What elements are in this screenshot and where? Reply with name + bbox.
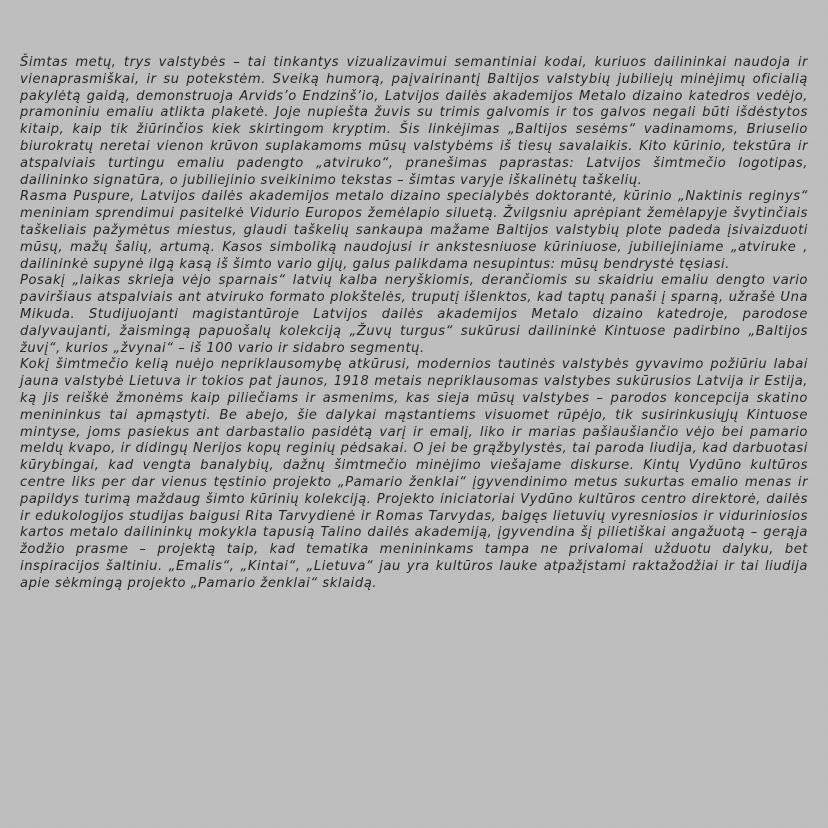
paragraph-4: Kokį šimtmečio kelią nuėjo nepriklausomybę atkūrusi, modernios tautinės valstybės gyvavimo požiūriu labai jauna valstybė Lietuva ir tokios pat jaunos, 1918 metais nepriklausomas valstybes sukūrusios Latvija ir Estija, ką jis reiškė žmonėms kaip piliečiams ir asmenims, kas sieja mūsų valstybes – parodos koncepcija skatino menininkus tai apmąstyti. Be abejo, šie dalykai mąstantiems visuomet rūpėjo, tik susirinkusiųjų Kintuose mintyse, joms pasiekus ant darbastalio pasidėtą varį ir emalį, liko ir marias pašiaušiančio vėjo bei pamario meldų kvapo, ir didingų Nerijos kopų reginių pėdsakai. O jei be grąžbylystės, tai paroda liudija, kad darbuotasi kūrybingai, kad vengta banalybių, dažnų šimtmečio minėjimo viešajame diskurse. Kintų Vydūno kultūros centre liks per dar vienus tęstinio projekto „Pamario ženklai“ įgyvendinimo metus sukurtas emalio menas ir papildys turimą maždaug šimto kūrinių kolekciją. Projekto iniciatoriai Vydūno kultūros centro direktorė, dailės ir edukologijos studijas baigusi Rita Tarvydienė ir Romas Tarvydas, baigęs lietuvių vyresniosios ir viduriniosios kartos metalo dailininkų mokykla tapusią Talino dailės akademiją, įgyvendina šį pilietiškai angažuotą – gerąja žodžio prasme – projektą taip, kad tematika menininkams tampa ne privalomai užduotu dalyku, bet inspiracijos šaltiniu. „Emalis“, „Kintai“, „Lietuva“ jau yra kultūros lauke atpažįstami raktažodžiai ir tai liudija apie sėkmingą projekto „Pamario ženklai“ sklaidą. [20, 357, 808, 591]
paragraph-1: Šimtas metų, trys valstybės – tai tinkantys vizualizavimui semantiniai kodai, kuriuos dailininkai naudoja ir vienaprasmiškai, ir su potekstėm. Sveiką humorą, paįvairinantį Baltijos valstybių jubiliejų minėjimų oficialią pakylėtą gaidą, demonstruoja Arvids’o Endzinš’io, Latvijos dailės akademijos Metalo dizaino katedros vedėjo, pramoniniu emaliu atlikta plaketė. Joje nupiešta žuvis su trimis galvomis ir tos galvos negali būti išdėstytos kitaip, kaip tik žiūrinčios kiek skirtingom kryptim. Šis linkėjimas „Baltijos sesėms“ vadinamoms, Briuselio biurokratų neretai vienon krūvon suplakamoms mūsų valstybėms iš tiesų savalaikis. Kito kūrinio, tekstūra ir atspalviais turtingu emaliu padengto „atviruko“, pranešimas paprastas: Latvijos šimtmečio logotipas, dailininko signatūra, o jubiliejinio sveikinimo tekstas – šimtas varyje iškalinėtų taškelių. [20, 55, 808, 188]
paragraph-3: Posakį „laikas skrieja vėjo sparnais“ latvių kalba neryškiomis, derančiomis su skaidriu emaliu dengto vario paviršiaus atspalviais ant atviruko formato plokštelės, truputį išlenktos, kad taptų panaši į sparną, užrašė Una Mikuda. Studijuojanti magistantūroje Latvijos dailės akademijos Metalo dizaino katedroje, parodose dalyvaujanti, žaismingą papuošalų kolekciją „Žuvų turgus“ sukūrusi dailininkė Kintuose padirbino „Baltijos žuvį“, kurios „žvynai“ – iš 100 vario ir sidabro segmentų. [20, 273, 808, 356]
paragraph-2: Rasma Puspure, Latvijos dailės akademijos metalo dizaino specialybės doktorantė, kūrinio „Naktinis reginys“ meniniam sprendimui pasitelkė Vidurio Europos žemėlapio siluetą. Žvilgsniu aprėpiant žemėlapyje švytinčiais taškeliais pažymėtus miestus, glaudi taškelių sankaupa mažame Baltijos valstybių plote padeda įsivaizduoti mūsų, mažų šalių, artumą. Kasos simboliką naudojusi ir ankstesniuose kūriniuose, jubiliejiniame „atviruke , dailininkė supynė ilgą kasą iš šimto vario gijų, galus palikdama nesupintus: mūsų bendrystė tęsiasi. [20, 189, 808, 272]
article-body [20, 55, 808, 593]
